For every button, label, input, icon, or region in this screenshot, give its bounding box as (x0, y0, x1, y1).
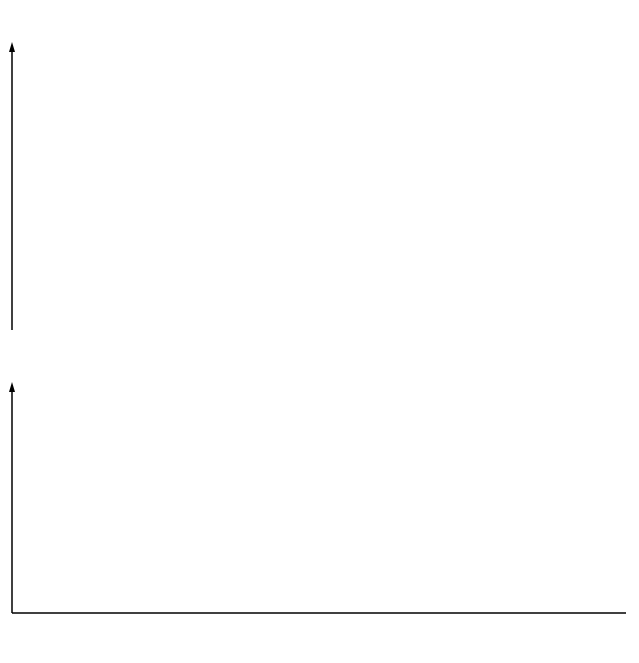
wchart-y-arrow (9, 382, 15, 392)
xchart-y-arrow (9, 42, 15, 52)
